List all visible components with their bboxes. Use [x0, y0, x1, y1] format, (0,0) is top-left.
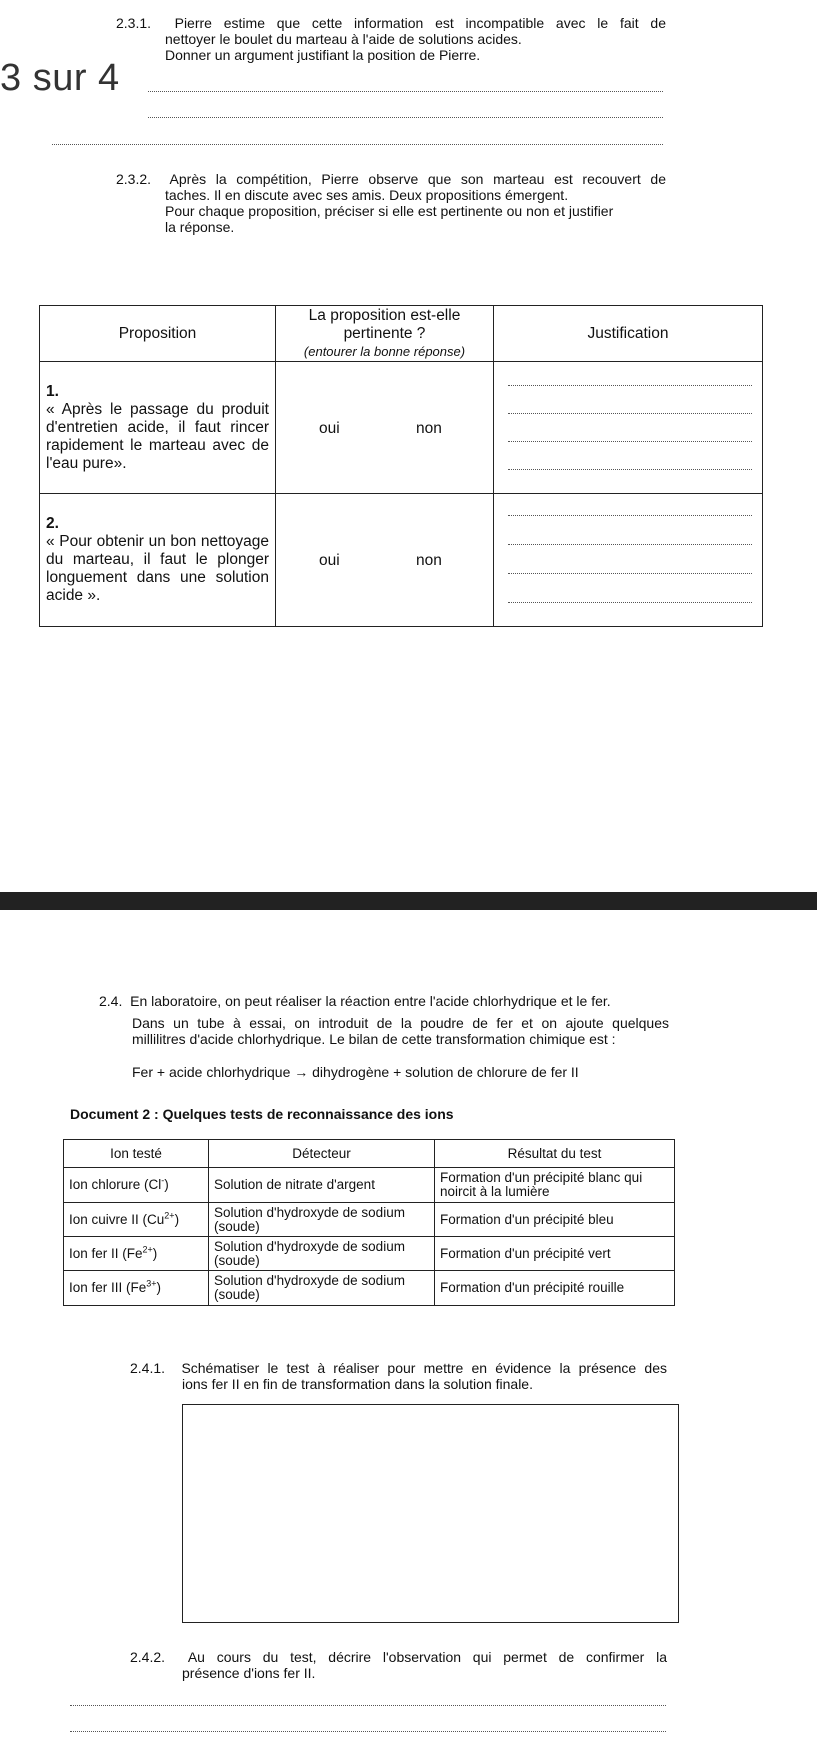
pertinence-choice-cell: [276, 362, 494, 494]
justification-cell[interactable]: [494, 362, 763, 494]
page-indicator: 3 sur 4: [0, 57, 120, 99]
question-number: 2.4.: [99, 993, 123, 1009]
ion-charge: 2+: [164, 1210, 175, 1220]
ion-end: ): [152, 1245, 158, 1261]
question-number: 2.4.1.: [130, 1360, 166, 1376]
proposition-cell: [40, 494, 276, 627]
answer-line[interactable]: [508, 573, 752, 574]
question-number: 2.3.2.: [116, 171, 152, 187]
table-row: [64, 1168, 675, 1203]
table-row: [64, 1203, 675, 1237]
header-pertinente-note: (entourer la bonne réponse): [303, 343, 466, 359]
ion-end: ): [174, 1211, 180, 1227]
table-row: [64, 1271, 675, 1306]
question-text-line: Pierre estime que cette information est incompatible avec le fait de: [174, 15, 667, 31]
table-header-row: [64, 1140, 675, 1168]
question-2-4-1: [130, 1360, 667, 1392]
header-ion: Ion testé: [64, 1140, 209, 1168]
question-text-line: taches. Il en discute avec ses amis. Deux propositions émergent.: [165, 187, 569, 203]
header-pertinente-line: La proposition est-elle: [308, 306, 461, 324]
choice-oui[interactable]: oui: [319, 420, 340, 437]
proposition-text: « Pour obtenir un bon nettoyage du marteau, il faut le plonger longuement dans une solution acide ».: [46, 533, 269, 604]
question-2-3-2: [116, 171, 666, 235]
proposition-number: 1.: [46, 382, 59, 400]
result-cell: Formation d'un précipité blanc qui noircit à la lumière: [435, 1168, 675, 1203]
detector-cell: Solution d'hydroxyde de sodium (soude): [209, 1203, 435, 1237]
question-text-line: Après la compétition, Pierre observe que son marteau est recouvert de: [169, 171, 666, 187]
header-resultat: Résultat du test: [435, 1140, 675, 1168]
proposition-text: « Après le passage du produit d'entretien acide, il faut rincer rapidement le marteau avec de l'eau pure».: [46, 400, 269, 472]
choice-non[interactable]: non: [416, 420, 442, 437]
answer-line[interactable]: [508, 385, 752, 386]
ion-cell: [64, 1168, 209, 1203]
question-2-3-1: [116, 15, 666, 63]
ion-end: ): [156, 1280, 162, 1295]
ion-cell: [64, 1203, 209, 1237]
choice-non[interactable]: non: [416, 552, 442, 569]
result-cell: Formation d'un précipité bleu: [435, 1203, 675, 1237]
question-2-4: [99, 993, 669, 1080]
question-text-line: Au cours du test, décrire l'observation qui permet de confirmer la: [187, 1649, 667, 1665]
answer-line[interactable]: [70, 1731, 666, 1732]
question-text-line: ions fer II en fin de transformation dans la solution finale.: [182, 1376, 533, 1392]
header-proposition: Proposition: [40, 306, 276, 362]
answer-line[interactable]: [70, 1705, 666, 1706]
table-header-row: [40, 306, 763, 362]
question-text-line: nettoyer le boulet du marteau à l'aide de solutions acides.: [165, 31, 522, 47]
ion-charge: 3+: [146, 1278, 157, 1289]
ion-cell: [64, 1271, 209, 1306]
question-text-line: En laboratoire, on peut réaliser la réaction entre l'acide chlorhydrique et le fer.: [130, 993, 611, 1009]
header-justification: Justification: [494, 306, 763, 362]
table-row: [40, 494, 763, 627]
ion-name: Ion fer II (Fe: [69, 1245, 143, 1261]
header-detecteur: Détecteur: [209, 1140, 435, 1168]
answer-line[interactable]: [508, 413, 752, 414]
answer-line[interactable]: [508, 602, 752, 603]
result-cell: Formation d'un précipité vert: [435, 1237, 675, 1271]
table-row: [40, 362, 763, 494]
question-2-4-2: [130, 1649, 667, 1681]
proposition-number: 2.: [46, 515, 59, 532]
document-2-title: Document 2 : Quelques tests de reconnaissance des ions: [70, 1106, 454, 1122]
detector-cell: Solution d'hydroxyde de sodium (soude): [209, 1237, 435, 1271]
justification-cell[interactable]: [494, 494, 763, 627]
ion-name: Ion chlorure (Cl: [69, 1177, 162, 1192]
schema-drawing-box[interactable]: [182, 1404, 679, 1623]
ion-charge: 2+: [142, 1244, 153, 1254]
question-text-line: la réponse.: [165, 219, 235, 235]
ion-name: Ion cuivre II (Cu: [69, 1211, 165, 1227]
header-pertinente: [276, 306, 494, 362]
result-cell: Formation d'un précipité rouille: [435, 1271, 675, 1306]
answer-line[interactable]: [148, 117, 663, 118]
question-text-line: Donner un argument justifiant la position de Pierre.: [165, 47, 481, 63]
pertinence-choice-cell: [276, 494, 494, 627]
ion-name: Ion fer III (Fe: [69, 1280, 147, 1295]
page-separator: [0, 892, 817, 910]
answer-line[interactable]: [508, 544, 752, 545]
header-pertinente-line: pertinente ?: [343, 324, 426, 342]
answer-line[interactable]: [148, 91, 663, 92]
ion-charge: -: [161, 1175, 165, 1186]
reaction-equation: Fer + acide chlorhydrique → dihydrogène + solution de chlorure de fer II: [132, 1064, 579, 1080]
propositions-table: [39, 305, 763, 627]
question-text-line: millilitres d'acide chlorhydrique. Le bilan de cette transformation chimique est :: [132, 1031, 616, 1047]
table-row: [64, 1237, 675, 1271]
question-number: 2.4.2.: [130, 1649, 166, 1665]
ion-tests-table: [63, 1139, 675, 1306]
detector-cell: Solution de nitrate d'argent: [209, 1168, 435, 1203]
detector-cell: Solution d'hydroxyde de sodium (soude): [209, 1271, 435, 1306]
question-text-line: Dans un tube à essai, on introduit de la poudre de fer et on ajoute quelques: [132, 1015, 669, 1031]
answer-line[interactable]: [52, 144, 663, 145]
answer-line[interactable]: [508, 441, 752, 442]
question-text-line: Pour chaque proposition, préciser si elle est pertinente ou non et justifier: [165, 203, 614, 219]
ion-end: ): [164, 1177, 169, 1192]
answer-line[interactable]: [508, 469, 752, 470]
question-text-line: présence d'ions fer II.: [182, 1665, 316, 1681]
answer-line[interactable]: [508, 515, 752, 516]
ion-cell: [64, 1237, 209, 1271]
proposition-cell: [40, 362, 276, 494]
choice-oui[interactable]: oui: [319, 552, 340, 569]
question-text-line: Schématiser le test à réaliser pour mettre en évidence la présence des: [181, 1360, 667, 1376]
question-number: 2.3.1.: [116, 15, 152, 31]
